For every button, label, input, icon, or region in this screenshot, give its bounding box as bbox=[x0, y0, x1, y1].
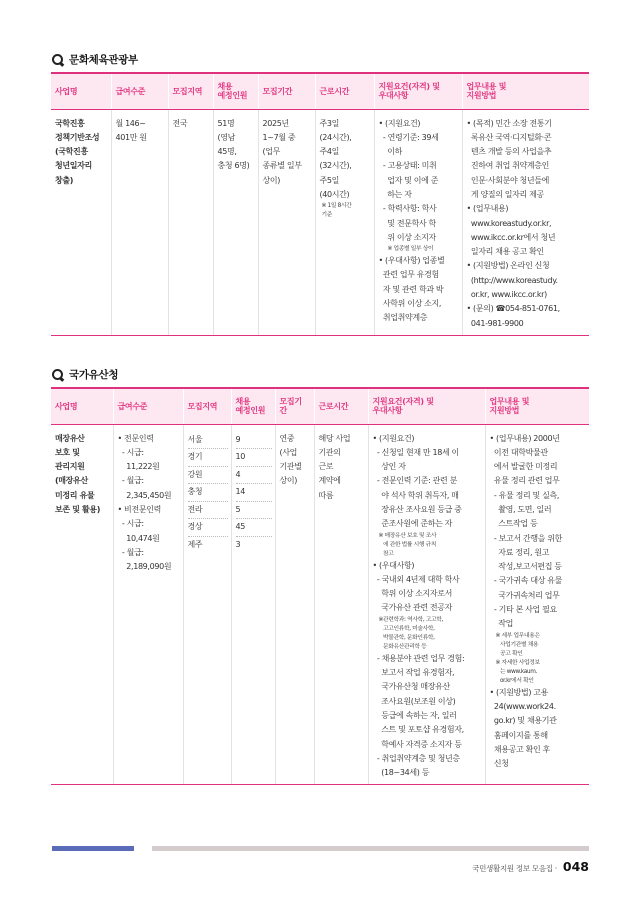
region-item: 충청 bbox=[188, 484, 228, 502]
table-header-row bbox=[51, 388, 589, 424]
text-line: 국가유산청 매장유산 bbox=[372, 682, 450, 692]
text-line: 24(www.work24. bbox=[489, 701, 556, 711]
text-line: 홈페이지를 통해 bbox=[489, 730, 548, 740]
text-line: 기관별 bbox=[279, 462, 302, 472]
text-line: 야 석사 학위 취득자, 매 bbox=[372, 490, 459, 500]
text-line: 신청 bbox=[489, 759, 509, 769]
text-line: 기준 bbox=[321, 212, 332, 219]
text-line: or.kr, www.ikcc.or.kr) bbox=[466, 290, 547, 300]
text-line: 촬영, 도면, 일러 bbox=[489, 504, 552, 514]
text-line: • (지원방법) 고용 bbox=[489, 687, 549, 697]
text-line: 장유산 조사요원 등급 중 bbox=[372, 504, 462, 514]
text-line: (국학진흥 bbox=[55, 147, 88, 157]
text-line: 국가귀속처리 업무 bbox=[489, 590, 560, 600]
text-line: - 신청일 현재 만 18세 이 bbox=[372, 447, 459, 457]
requirements-cell bbox=[368, 424, 485, 785]
text-line: 전국 bbox=[172, 118, 188, 128]
text-line: 이하 bbox=[378, 147, 403, 157]
text-line: or.kr에서 확인 bbox=[489, 677, 534, 684]
column-header: 모집지역 bbox=[183, 388, 231, 424]
text-line: 2025년 bbox=[262, 118, 289, 128]
text-line: (업무 bbox=[262, 147, 281, 157]
text-line: 스트 및 포토샵 유경험자, bbox=[372, 725, 464, 735]
headcount-item: 4 bbox=[236, 467, 272, 485]
text-line: 박물관학, 문화인류학, bbox=[372, 634, 435, 641]
headcount-item: 45 bbox=[236, 519, 272, 537]
text-line: 따름 bbox=[318, 490, 334, 500]
page-footer bbox=[472, 859, 589, 874]
duties-cell bbox=[485, 424, 589, 785]
headcount-item: 10 bbox=[236, 449, 272, 467]
text-line: 자 및 관련 학과 박 bbox=[378, 284, 444, 294]
hours-cell bbox=[315, 109, 374, 335]
text-line: 청년일자리 bbox=[55, 161, 92, 171]
text-line: 자료 정리, 원고 bbox=[489, 547, 550, 557]
text-line: (매장유산 bbox=[55, 476, 88, 486]
region-item: 경상 bbox=[188, 519, 228, 537]
text-line: - 국가귀속 대상 유물 bbox=[489, 576, 563, 586]
text-line: 보존 및 활용) bbox=[55, 504, 101, 514]
section-title: 국가유산청 bbox=[69, 369, 119, 381]
text-line: (18~34세) 등 bbox=[372, 768, 430, 778]
text-line: - 월급: bbox=[117, 547, 144, 557]
text-line: - 보고서 간행을 위한 bbox=[489, 533, 563, 543]
text-line: - 기타 본 사업 필요 bbox=[489, 605, 557, 615]
text-line: 학예사 자격증 소지자 등 bbox=[372, 739, 462, 749]
column-header: 업무내용 및 지원방법 bbox=[462, 73, 589, 109]
text-line: 401만 원 bbox=[115, 132, 147, 142]
column-header: 채용 예정인원 bbox=[213, 73, 258, 109]
text-line: 관리지원 bbox=[55, 462, 85, 472]
column-header: 채용 예정인원 bbox=[231, 388, 275, 424]
period-cell bbox=[275, 424, 314, 785]
text-line: 보고서 작업 유경험자, bbox=[372, 668, 455, 678]
text-line: 및 전문학사 학 bbox=[378, 218, 436, 228]
text-line: 11,222원 bbox=[117, 462, 160, 472]
duties-cell bbox=[462, 109, 589, 335]
text-line: www.ikcc.or.kr에서 청년 bbox=[466, 232, 556, 242]
text-line: ※ 매장유산 보호 및 조사 bbox=[372, 532, 437, 539]
text-line: 준조사원에 준하는 자 bbox=[372, 519, 453, 529]
text-line: • (지원방법) 온라인 신청 bbox=[466, 261, 550, 271]
text-line: 상이) bbox=[279, 476, 298, 486]
headcount-item: 5 bbox=[236, 502, 272, 520]
text-line: • (업무내용) bbox=[466, 204, 509, 214]
section-title: 문화체육관광부 bbox=[69, 54, 138, 66]
search-icon bbox=[52, 369, 63, 380]
headcount-item: 3 bbox=[235, 539, 241, 549]
text-line: 10,474원 bbox=[117, 533, 160, 543]
text-line: ※관련학과: 역사학, 고고학, bbox=[372, 616, 444, 623]
text-line: - 유물 정리 및 실측, bbox=[489, 490, 560, 500]
text-line: - 월급: bbox=[117, 476, 144, 486]
text-line: 정책기반조성 bbox=[55, 132, 100, 142]
text-line: 충청 6명) bbox=[217, 161, 250, 171]
column-header: 지원요건(자격) 및 우대사항 bbox=[368, 388, 485, 424]
text-line: • (문의) ☎054-851-0761, bbox=[466, 304, 560, 314]
text-line: 고고인류학, 미술사학, bbox=[372, 625, 435, 632]
text-line: 문화유산관리학 등 bbox=[372, 643, 427, 650]
column-header: 근로시간 bbox=[314, 388, 368, 424]
text-line: 조사요원(보조원 이상) bbox=[372, 696, 456, 706]
headcount-item: 14 bbox=[236, 484, 272, 502]
text-line: • (우대사항) 업종별 bbox=[378, 256, 445, 266]
pay-cell bbox=[113, 424, 183, 785]
text-line: - 채용분야 관련 업무 경험: bbox=[372, 653, 465, 663]
column-header: 급여수준 bbox=[111, 73, 168, 109]
text-line: 연중 bbox=[279, 433, 295, 443]
text-line: ※ 자세한 사업정보 bbox=[489, 659, 540, 666]
region-item: 경기 bbox=[188, 449, 228, 467]
text-line: (http://www.koreastudy. bbox=[466, 275, 558, 285]
text-line: 관련 업무 유경험 bbox=[378, 270, 439, 280]
text-line: - 연령기준: 39세 bbox=[378, 132, 439, 142]
text-line: 사업기관별 채용 bbox=[489, 641, 539, 648]
text-line: 종류별 일부 bbox=[262, 161, 302, 171]
text-line: 진하여 취업 취약계층인 bbox=[466, 161, 550, 171]
table-row bbox=[51, 109, 589, 335]
text-line: (24시간), bbox=[319, 132, 352, 142]
program-table-culture bbox=[51, 72, 589, 336]
column-header: 모집기 간 bbox=[275, 388, 314, 424]
text-line: 2,189,090원 bbox=[117, 562, 172, 572]
text-line: 작업 bbox=[489, 619, 514, 629]
text-line: 참고 bbox=[372, 550, 394, 557]
text-line: 주5일 bbox=[319, 175, 339, 185]
text-line: 에서 발굴한 미정리 bbox=[489, 462, 558, 472]
text-line: 등급에 속하는 자, 일러 bbox=[372, 710, 457, 720]
column-header: 사업명 bbox=[51, 388, 113, 424]
program-name-cell bbox=[51, 424, 113, 785]
program-table-heritage bbox=[51, 387, 589, 785]
text-line: 해당 사업 bbox=[318, 433, 351, 443]
search-icon bbox=[52, 54, 63, 65]
text-line: 게 양질의 일자리 제공 bbox=[466, 189, 544, 199]
text-line: • (우대사항) bbox=[372, 560, 415, 570]
column-header: 지원요건(자격) 및 우대사항 bbox=[374, 73, 462, 109]
region-cell bbox=[168, 109, 213, 335]
table-row bbox=[51, 424, 589, 785]
text-line: 이전 대학박물관 bbox=[489, 447, 548, 457]
text-line: 사학위 이상 소지, bbox=[378, 299, 442, 309]
region-item: 서울 bbox=[188, 432, 228, 450]
text-line: (사업 bbox=[279, 447, 298, 457]
text-line: 업자 및 이에 준 bbox=[378, 175, 439, 185]
text-line: 국가유산 관련 전공자 bbox=[372, 603, 453, 613]
text-line: (32시간), bbox=[319, 161, 352, 171]
text-line: 1~7월 중 bbox=[262, 132, 296, 142]
text-line: 공고 확인 bbox=[489, 650, 523, 657]
text-line: 국학진흥 bbox=[55, 118, 85, 128]
program-name-cell bbox=[51, 109, 111, 335]
text-line: 유물 정리 관련 업무 bbox=[489, 476, 560, 486]
text-line: 취업취약계층 bbox=[378, 313, 428, 323]
text-line: • 전문인력 bbox=[117, 433, 154, 443]
text-line: - 취업취약계층 및 청년층 bbox=[372, 753, 460, 763]
text-line: 주3일 bbox=[319, 118, 339, 128]
text-line: 일자리 채용 공고 확인 bbox=[466, 247, 544, 257]
requirements-cell bbox=[374, 109, 462, 335]
region-item: 전라 bbox=[188, 502, 228, 520]
text-line: ※ 세부 업무내용은 bbox=[489, 632, 540, 639]
text-line: 041-981-9900 bbox=[466, 318, 524, 328]
text-line: 에 관한 법률 시행 규칙 bbox=[372, 541, 437, 548]
text-line: 기관의 bbox=[318, 447, 341, 457]
text-line: go.kr) 및 채용기관 bbox=[489, 716, 557, 726]
text-line: 위 이상 소지자 bbox=[378, 232, 436, 242]
text-line: 스트작업 등 bbox=[489, 519, 538, 529]
pay-cell bbox=[111, 109, 168, 335]
text-line: - 전문인력 기준: 관련 분 bbox=[372, 476, 457, 486]
text-line: www.koreastudy.or.kr, bbox=[466, 218, 552, 228]
text-line: 하는 자 bbox=[378, 189, 412, 199]
footer-divider-bar bbox=[152, 846, 589, 851]
text-line: 인문·사회분야 청년들에 bbox=[466, 175, 550, 185]
text-line: 작성,보고서편집 등 bbox=[489, 562, 562, 572]
text-line: - 국내외 4년제 대학 학사 bbox=[372, 574, 460, 584]
text-line: 2,345,450원 bbox=[117, 490, 172, 500]
text-line: - 고용상태: 미취 bbox=[378, 161, 437, 171]
text-line: • 비전문인력 bbox=[117, 504, 161, 514]
text-line: 45명, bbox=[217, 147, 237, 157]
hours-cell bbox=[314, 424, 368, 785]
text-line: - 시급: bbox=[117, 519, 144, 529]
text-line: 상이) bbox=[262, 175, 281, 185]
text-line: - 학력사항: 학사 bbox=[378, 204, 437, 214]
headcount-cell bbox=[213, 109, 258, 335]
text-line: 계약에 bbox=[318, 476, 341, 486]
text-line: • (지원요건) bbox=[372, 433, 415, 443]
text-line: 월 146~ bbox=[115, 118, 146, 128]
table-header-row bbox=[51, 73, 589, 109]
text-line: 51명 bbox=[217, 118, 235, 128]
text-line: 보호 및 bbox=[55, 447, 80, 457]
text-line: 학위 이상 소지자로서 bbox=[372, 589, 453, 599]
text-line: • (업무내용) 2000년 bbox=[489, 433, 560, 443]
text-line: 텐츠 개발 등의 사업을추 bbox=[466, 147, 552, 157]
column-header: 모집기간 bbox=[258, 73, 315, 109]
text-line: 는 www.kaum. bbox=[489, 668, 538, 675]
headcount-cell bbox=[231, 424, 275, 785]
region-item: 제주 bbox=[187, 539, 203, 549]
text-line: 미정리 유물 bbox=[55, 490, 95, 500]
column-header: 업무내용 및 지원방법 bbox=[485, 388, 589, 424]
column-header: 모집지역 bbox=[168, 73, 213, 109]
column-header: 급여수준 bbox=[113, 388, 183, 424]
text-line: (40시간) bbox=[319, 189, 350, 199]
text-line: • (목적) 민간 소장 전통기 bbox=[466, 118, 552, 128]
text-line: 창출) bbox=[55, 175, 74, 185]
text-line: 록유산 국역·디지털화·콘 bbox=[466, 132, 552, 142]
footer-accent-bar bbox=[52, 846, 134, 851]
text-line: 채용공고 확인 후 bbox=[489, 744, 550, 754]
text-line: (영남 bbox=[217, 132, 236, 142]
region-item: 강원 bbox=[188, 467, 228, 485]
region-cell bbox=[183, 424, 231, 785]
text-line: 매장유산 bbox=[55, 433, 85, 443]
section-heading-culture bbox=[52, 52, 138, 67]
text-line: 상인 자 bbox=[372, 462, 406, 472]
text-line: 근로 bbox=[318, 462, 334, 472]
text-line: • (지원요건) bbox=[378, 118, 421, 128]
column-header: 근로시간 bbox=[315, 73, 374, 109]
text-line: ※ 업종별 일부 상이 bbox=[378, 246, 434, 253]
text-line: 주4일 bbox=[319, 147, 339, 157]
period-cell bbox=[258, 109, 315, 335]
text-line: - 시급: bbox=[117, 447, 144, 457]
text-line: ※ 1일 8시간 bbox=[321, 203, 352, 210]
column-header: 사업명 bbox=[51, 73, 111, 109]
section-heading-heritage bbox=[52, 367, 118, 382]
footer-label: 국민생활지원 정보 모음집 · bbox=[472, 864, 557, 873]
headcount-item: 9 bbox=[236, 432, 272, 450]
page-number: 048 bbox=[562, 859, 589, 874]
